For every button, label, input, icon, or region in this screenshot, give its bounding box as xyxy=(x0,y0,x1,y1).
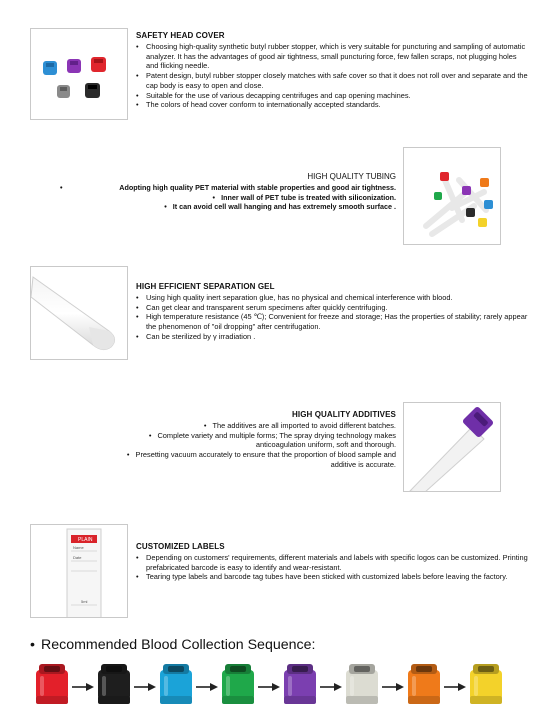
arrow-right-icon xyxy=(444,682,466,692)
list-item: • Presetting vacuum accurately to ensure that the proportion of blood sample and additive is accurate. xyxy=(100,450,396,469)
list-item: • Complete variety and multiple forms; The spray drying technology makes anticoagulation uniform, soft and thorough. xyxy=(100,431,396,450)
tubing-section xyxy=(60,172,396,212)
list-item xyxy=(60,193,396,203)
arrow-right-icon xyxy=(196,682,218,692)
safety-bullets xyxy=(136,42,528,110)
gel-section xyxy=(136,282,528,342)
gel-title: HIGH EFFICIENT SEPARATION GEL xyxy=(136,282,275,291)
label-tube-image xyxy=(30,524,128,618)
arrow-right-icon xyxy=(382,682,404,692)
labels-bullets xyxy=(136,553,528,582)
tubing-line-2: Inner wall of PET tube is treated with siliconization. xyxy=(221,192,396,202)
list-item: • Suitable for the use of various decapping centrifuges and cap opening machines. xyxy=(136,91,528,101)
arrow-right-icon xyxy=(258,682,280,692)
cap-light-blue-icon xyxy=(158,662,194,708)
additives-bullets xyxy=(100,421,396,470)
list-item: • Can get clear and transparent serum specimens after quickly centrifuging. xyxy=(136,303,528,313)
safety-cover-image xyxy=(30,28,128,120)
list-item xyxy=(60,202,396,212)
label-plain-text: PLAIN xyxy=(78,537,93,543)
tubing-line-1: • Adopting high quality PET material with stable properties and good air tightness. xyxy=(119,183,396,192)
additives-section xyxy=(100,410,396,470)
list-item: • Choosing high-quality synthetic butyl rubber stopper, which is very suitable for puncturing and sampling of automatic analyzer. It has the advantages of good air tightness, small puncturing force, few fallen scraps, not plugging holes and flicking needle. xyxy=(136,42,528,71)
sequence-row xyxy=(34,662,514,710)
cap-black-icon xyxy=(96,662,132,708)
cap-green-icon xyxy=(220,662,256,708)
additives-tube-image xyxy=(403,402,501,492)
arrow-right-icon xyxy=(72,682,94,692)
list-item: • The additives are all imported to avoid different batches. xyxy=(100,421,396,431)
list-item: • Depending on customers' requirements, different materials and labels with specific logos can be customized. Printing prefabricated barcode is easy to identify and wear-resistant. xyxy=(136,553,528,572)
label-volume-text: 5ml xyxy=(81,599,88,604)
list-item xyxy=(60,183,396,193)
labels-section xyxy=(136,542,528,582)
arrow-right-icon xyxy=(320,682,342,692)
arrow-right-icon xyxy=(134,682,156,692)
list-item: • Tearing type labels and barcode tag tubes have been sticked with customized labels before leaving the factory. xyxy=(136,572,528,582)
tubing-title: HIGH QUALITY TUBING xyxy=(307,172,396,181)
gel-bullets xyxy=(136,293,528,342)
list-item: • High temperature resistance (45 ℃); Convenient for freeze and storage; Has the properties of stability; rarely appear the phenomenon of "oil dropping" after centrifugation. xyxy=(136,312,528,331)
cap-purple-icon xyxy=(282,662,318,708)
bullet-dot: • xyxy=(30,637,35,653)
cap-red-icon xyxy=(34,662,70,708)
label-date-text: Date xyxy=(73,555,82,560)
cap-yellow-icon xyxy=(468,662,504,708)
label-name-text: Name xyxy=(73,545,84,550)
sequence-title-text: Recommended Blood Collection Sequence: xyxy=(40,637,316,653)
labels-title: CUSTOMIZED LABELS xyxy=(136,542,225,551)
tubing-line-3: It can avoid cell wall hanging and has extremely smooth surface . xyxy=(172,202,396,212)
cap-light-gray-icon xyxy=(344,662,380,708)
cap-orange-icon xyxy=(406,662,442,708)
tubing-lines xyxy=(60,183,396,212)
safety-section xyxy=(136,31,528,110)
safety-title: SAFETY HEAD COVER xyxy=(136,31,225,40)
list-item: • The colors of head cover conform to internationally accepted standards. xyxy=(136,100,528,110)
list-item: • Using high quality inert separation glue, has no physical and chemical interference with blood. xyxy=(136,293,528,303)
sequence-title xyxy=(30,637,315,653)
gel-tube-image xyxy=(30,266,128,360)
list-item: • Can be sterilized by γ irradiation . xyxy=(136,332,528,342)
list-item: • Patent design, butyl rubber stopper closely matches with safe cover so that it does not roll over and separate and the cap body is easy to open and close. xyxy=(136,71,528,90)
tubing-image xyxy=(403,147,501,245)
additives-title: HIGH QUALITY ADDITIVES xyxy=(292,410,396,419)
